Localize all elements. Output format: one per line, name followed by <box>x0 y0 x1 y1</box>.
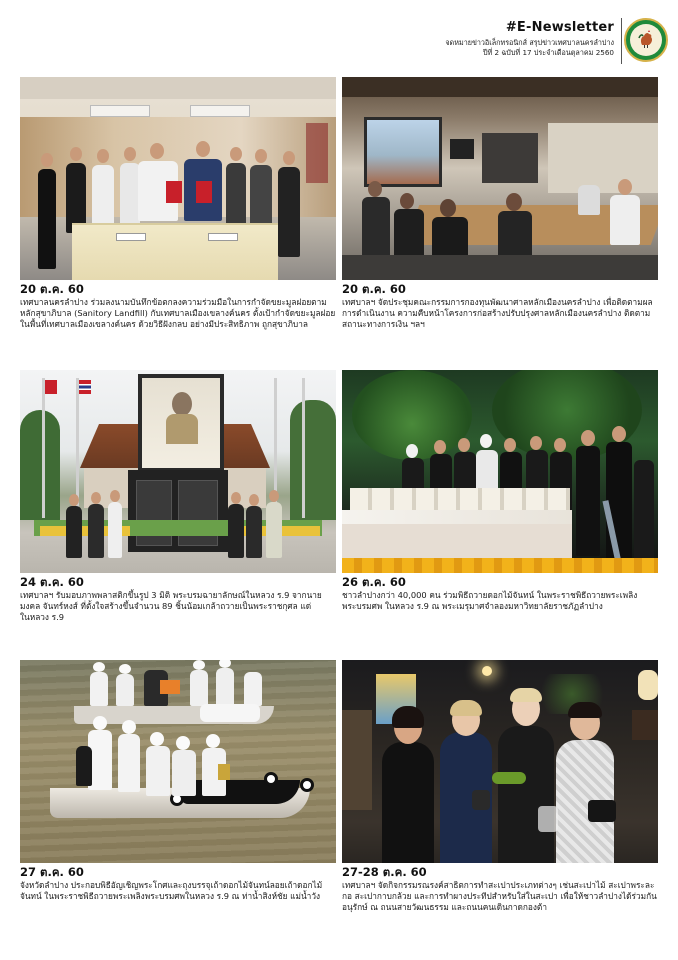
news-caption-2 <box>342 283 658 330</box>
newsletter-subtitle <box>445 38 614 57</box>
news-photo-2 <box>342 77 658 280</box>
news-card-3 <box>20 370 336 623</box>
news-date: 24 ต.ค. 60 <box>20 575 84 589</box>
rooster-icon <box>636 29 656 49</box>
news-photo-5 <box>20 660 336 863</box>
municipality-seal-logo <box>624 18 668 62</box>
news-text: เทศบาลฯ จัดกิจกรรมรณรงค์สาธิตการทำสะเปาประเภทต่างๆ เช่นสะเปาไม้ สะเปาพระละกอ สะเปากาบกล้วย และการทำผางประทีปสำหรับใส่ในสะเปา เพื่อให้ชาวลำปางได้ร่วมกันอนุรักษ์ ณ ถนนสายวัฒนธรรม และถนนคนเดินกาดกองต้า <box>342 879 657 912</box>
news-photo-6 <box>342 660 658 863</box>
news-card-1 <box>20 77 336 330</box>
newsletter-header <box>0 14 678 70</box>
subtitle-line-1: จดหมายข่าวอิเล็กทรอนิกส์ สรุปข่าวเทศบาลนครลำปาง <box>445 38 614 47</box>
news-card-2 <box>342 77 658 330</box>
header-text-block <box>445 20 614 57</box>
news-card-6 <box>342 660 658 913</box>
news-caption-1 <box>20 283 336 330</box>
news-text: จังหวัดลำปาง ประกอบพิธีอัญเชิญพระโกศและถุงบรรจุเถ้าดอกไม้จันทน์ลอยเถ้าดอกไม้จันทน์ ในพระราชพิธีถวายพระเพลิงพระบรมศพในหลวง ร.9 ณ ท่าน้ำสิงห์ชัย แม่น้ำวัง <box>20 879 323 901</box>
news-date: 20 ต.ค. 60 <box>20 282 84 296</box>
news-date: 27-28 ต.ค. 60 <box>342 865 427 879</box>
news-card-5 <box>20 660 336 902</box>
news-date: 27 ต.ค. 60 <box>20 865 84 879</box>
news-caption-5 <box>20 866 336 902</box>
news-photo-4 <box>342 370 658 573</box>
news-text: ชาวลำปางกว่า 40,000 คน ร่วมพิธีถวายดอกไม้จันทน์ ในพระราชพิธีถวายพระเพลิงพระบรมศพ ในหลวง ร.9 ณ พระเมรุมาศจำลองมหาวิทยาลัยราชภัฏลำปาง <box>342 589 638 611</box>
news-text: เทศบาลฯ รับมอบภาพพลาสติกขึ้นรูป 3 มิติ พระบรมฉายาลักษณ์ในหลวง ร.9 จากนายมงคล จันทร์หงส์ ที่ตั้งใจสร้างขึ้นจำนวน 89 ชิ้นน้อมเกล้าถวายเป็นพระราชกุศล แด่ในหลวง ร.9 <box>20 589 322 622</box>
news-date: 20 ต.ค. 60 <box>342 282 406 296</box>
news-date: 26 ต.ค. 60 <box>342 575 406 589</box>
header-divider <box>621 18 622 64</box>
subtitle-line-2: ปีที่ 2 ฉบับที่ 17 ประจำเดือนตุลาคม 2560 <box>482 47 614 57</box>
news-text: เทศบาลฯ จัดประชุมคณะกรรมการกองทุนพัฒนาศาลหลักเมืองนครลำปาง เพื่อติดตามผลการดำเนินงาน ความคืบหน้าโครงการก่อสร้างปรับปรุงศาลหลักเมืองนครลำปาง ติดตามสถานะทางการเงิน ฯลฯ <box>342 296 653 329</box>
news-caption-3 <box>20 576 336 623</box>
news-card-4 <box>342 370 658 612</box>
newsletter-title: #E-Newsletter <box>505 20 614 35</box>
news-photo-1 <box>20 77 336 280</box>
news-photo-3 <box>20 370 336 573</box>
news-text: เทศบาลนครลำปาง ร่วมลงนามบันทึกข้อตกลงความร่วมมือในการกำจัดขยะมูลฝอยตามหลักสุขาภิบาล (Sanitory Landfill) กับเทศบาลเมืองเขลางค์นคร ตั้งเป้ากำจัดขยะมูลฝอยในพื้นที่เทศบาลเมืองเขลางค์นคร ด้วยวิธีฝังกลบ อย่างมีประสิทธิภาพ ถูกสุขาภิบาล <box>20 296 336 329</box>
news-caption-4 <box>342 576 658 612</box>
news-caption-6 <box>342 866 658 913</box>
